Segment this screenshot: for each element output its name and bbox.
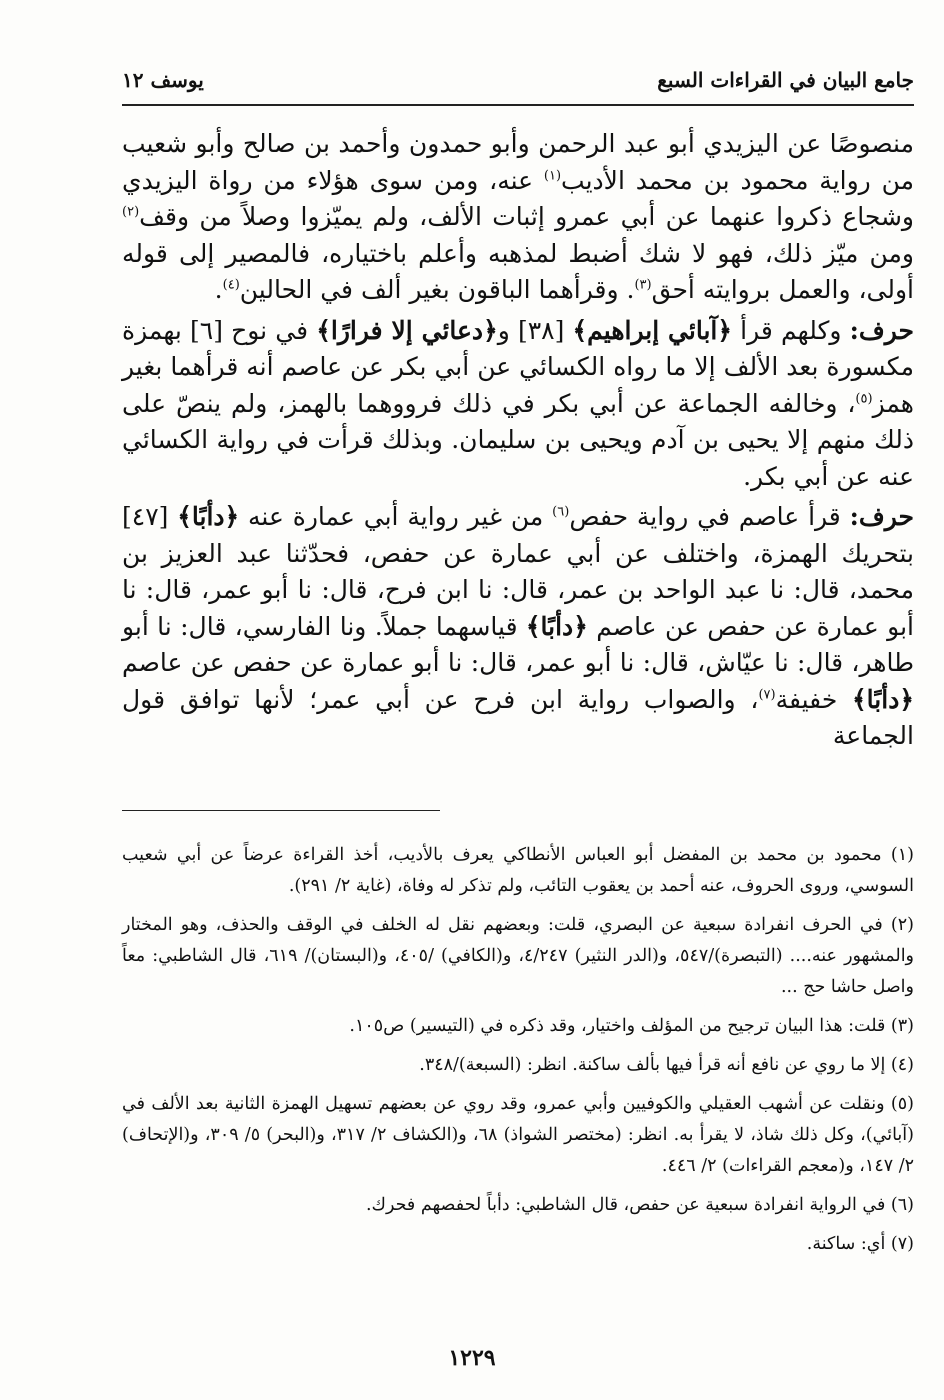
footnote-marker: (٧) bbox=[758, 687, 776, 703]
text-run: [٤٧] بتحريك الهمزة، واختلف عن أبي عمارة عن حفص، فحدّثنا عبد العزيز بن محمد، قال: نا عبد الواحد بن عمر، قال: نا ابن فرح، قال: نا أبو عمر، قال: نا أبو عمارة عن حفص عن عاصم bbox=[122, 502, 914, 641]
footnote-rule bbox=[122, 810, 440, 811]
text-run: في نوح [٦] بهمزة مكسورة بعد الألف إلا ما رواه الكسائي عن أبي بكر عن عاصم أنه قرأهما بغير همز bbox=[122, 315, 914, 418]
footnote-3: (٣) قلت: هذا البيان ترجيح من المؤلف واختيار، وقد ذكره في (التيسير) ص١٠٥. bbox=[349, 1016, 914, 1036]
footnote-2: (٢) في الحرف انفرادة سبعية عن البصري، قلت: وبعضهم نقل له الخلف في الوقف والحذف، وهو المختار والمشهور عنه.... (التبصرة)/٥٤٧، و(الدر النثير) ٤/٢٤٧، و(الكافي) /٤٠٥، و(البستان)/ ٦١٩، قال الشاطبي: معاً واصل حاشا حج ... bbox=[122, 915, 915, 997]
footnote-7: (٧) أي: ساكنة. bbox=[806, 1234, 914, 1254]
footnotes bbox=[122, 840, 914, 1268]
page-number: ١٢٢٩ bbox=[448, 1345, 496, 1371]
footnote-marker: (١) bbox=[543, 168, 562, 184]
quran-quote: ﴿دأبًا﴾ bbox=[852, 684, 914, 714]
paragraph-1 bbox=[122, 126, 914, 309]
quran-quote: ﴿دأبًا﴾ bbox=[177, 502, 240, 531]
text-run: منصوصًا عن اليزيدي أبو عبد الرحمن وأبو حمدون وأحمد بن صالح وأبو شعيب من رواية محمود بن محمد الأديب bbox=[122, 129, 915, 195]
text-run: وكلهم قرأ bbox=[732, 315, 850, 345]
running-header bbox=[122, 68, 914, 98]
header-rule bbox=[122, 104, 914, 106]
text-run: من غير رواية أبي عمارة عنه bbox=[239, 502, 553, 531]
main-text bbox=[122, 126, 914, 755]
paragraph-3 bbox=[122, 499, 914, 755]
paragraph-2 bbox=[122, 313, 914, 496]
footnote-marker: (٢) bbox=[122, 204, 140, 220]
footnote-marker: (٤) bbox=[222, 277, 240, 293]
footnote-5: (٥) ونقلت عن أشهب العقيلي والكوفيين وأبي عمرو، وقد روي عن بعضهم تسهيل الهمزة الثانية بعد الألف في (آبائي)، وكل ذلك شاذ، لا يقرأ به. انظر: (مختصر الشواذ) ٦٨، و(الكشاف ٢/ ٣١٧، و(البحر) ٥/ ٣٠٩، و(الإتحاف) ٢/ ١٤٧، و(معجم القراءات) ٢/ ٤٤٦. bbox=[122, 1094, 914, 1176]
text-run: عنه، ومن سوى هؤلاء من رواة اليزيدي وشجاع ذكروا عنهما عن أبي عمرو إثبات الألف، ولم يميّزوا وصلاً من وقف bbox=[122, 165, 914, 231]
footnote-marker: (٥) bbox=[855, 391, 873, 407]
footnote-marker: (٣) bbox=[634, 277, 652, 293]
text-run: ومن ميّز ذلك، فهو لا شك أضبط لمذهبه وأعلم باختياره، فالمصير إلى قوله أولى، والعمل بروايته أحق bbox=[122, 238, 914, 304]
text-run: ، وخالفه الجماعة عن أبي بكر في ذلك فرووهما بالهمز، ولم ينصّ على ذلك منهم إلا يحيى بن آدم ويحيى بن سليمان. وبذلك قرأت في رواية الكسائي عنه عن أبي بكر. bbox=[122, 388, 914, 491]
footnote-4: (٤) إلا ما روي عن نافع أنه قرأ فيها بألف ساكنة. انظر: (السبعة)/٣٤٨. bbox=[419, 1055, 914, 1075]
text-run: . وقرأهما الباقون بغير ألف في الحالين bbox=[239, 275, 635, 304]
section-label: حرف: bbox=[849, 315, 915, 345]
quran-quote: ﴿آبائي إبراهيم﴾ bbox=[572, 315, 733, 345]
footnote-6: (٦) في الرواية انفرادة سبعية عن حفص، قال الشاطبي: دأباً لحفصهم فحرك. bbox=[365, 1195, 914, 1215]
text-run: قرأ عاصم في رواية حفص bbox=[569, 502, 850, 531]
text-run: قياسهما جملاً. ونا الفارسي، قال: نا أبو طاهر، قال: نا عيّاش، قال: نا أبو عمر، قال: نا أبو عمارة عن حفص عن عاصم bbox=[122, 611, 914, 677]
text-run: . bbox=[214, 275, 223, 304]
quran-quote: ﴿دعائي إلا فرارًا﴾ bbox=[316, 315, 498, 345]
text-run: خفيفة bbox=[775, 684, 853, 714]
book-title: جامع البيان في القراءات السبع bbox=[657, 68, 914, 92]
footnote-marker: (٦) bbox=[552, 504, 570, 520]
surah-location: يوسف ١٢ bbox=[122, 68, 204, 92]
quran-quote: ﴿دأبًا﴾ bbox=[525, 611, 588, 641]
section-label: حرف: bbox=[849, 502, 915, 531]
text-run: [٣٨] و bbox=[497, 315, 573, 345]
footnote-1: (١) محمود بن محمد بن المفضل أبو العباس الأنطاكي يعرف بالأديب، أخذ القراءة عرضاً عن أبي شعيب السوسي، وروى الحروف، عنه أحمد بن يعقوب التائب، ولم تذكر له وفاة، (غاية ٢/ ٢٩١). bbox=[122, 845, 914, 896]
text-run: ، والصواب رواية ابن فرح عن أبي عمر؛ لأنها توافق قول الجماعة bbox=[122, 684, 914, 750]
